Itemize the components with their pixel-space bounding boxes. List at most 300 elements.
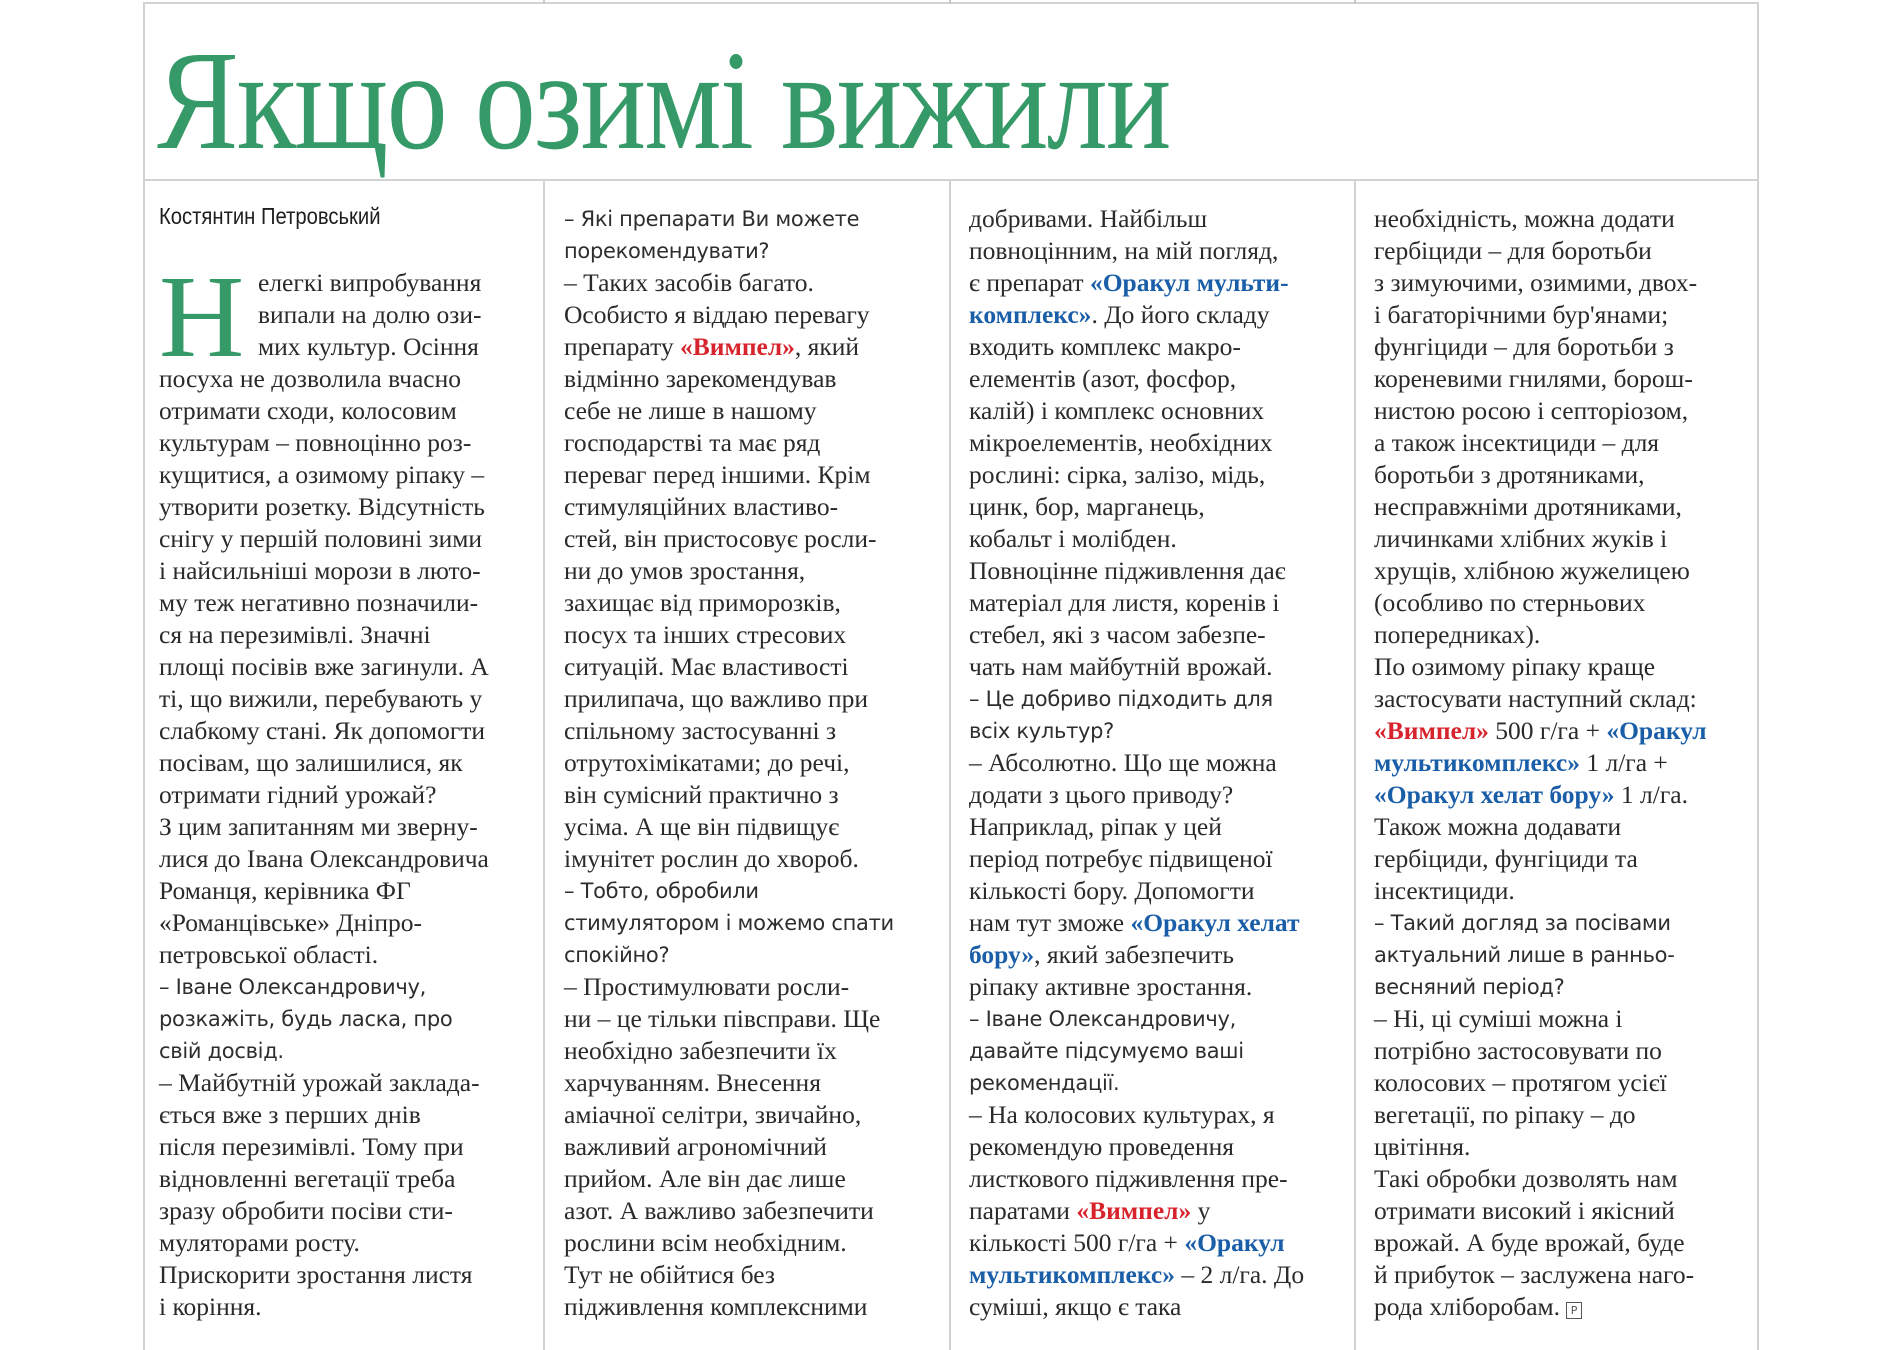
text-span: рекомендації. (969, 1071, 1120, 1095)
text-line (1374, 331, 1754, 363)
text-span: свій досвід. (159, 1039, 284, 1063)
text-line (159, 491, 539, 523)
text-span: рода хліборобам. (1374, 1292, 1561, 1321)
text-line (1374, 1195, 1754, 1227)
text-span: . До його складу (1091, 300, 1270, 329)
column-tick (949, 0, 951, 4)
text-line (969, 555, 1349, 587)
text-line (1374, 1099, 1754, 1131)
text-line (969, 235, 1349, 267)
text-line (564, 1131, 944, 1163)
title-rule (143, 179, 1758, 181)
text-span: усіма. А ще він підвищує (564, 812, 840, 841)
text-line (564, 427, 944, 459)
text-span: 1 л/га + (1579, 748, 1668, 777)
text-line (1374, 1131, 1754, 1163)
text-span: матеріал для листя, коренів і (969, 588, 1280, 617)
text-span: посух та інших стресових (564, 620, 847, 649)
end-of-article-icon: P (1566, 1302, 1582, 1319)
text-span: інсектициди. (1374, 876, 1515, 905)
text-line (969, 619, 1349, 651)
text-span: – Іване Олександровичу, (969, 1007, 1236, 1031)
question-line (564, 203, 944, 235)
question-line (159, 971, 539, 1003)
text-line (159, 427, 539, 459)
text-span: З цим запитанням ми зверну- (159, 812, 478, 841)
text-line (1374, 459, 1754, 491)
text-span: стей, він пристосовує росли- (564, 524, 877, 553)
text-span: входить комплекс макро- (969, 332, 1241, 361)
text-span: відновленні вегетації треба (159, 1164, 456, 1193)
question-line (564, 939, 944, 971)
text-span: період потребує підвищеної (969, 844, 1273, 873)
product-name: комплекс» (969, 300, 1092, 329)
text-line (1374, 363, 1754, 395)
text-line (969, 299, 1349, 331)
text-line (564, 779, 944, 811)
product-name: «Вимпел» (680, 332, 795, 361)
text-line (969, 459, 1349, 491)
text-line (1374, 747, 1754, 779)
text-span: азот. А важливо забезпечити (564, 1196, 874, 1225)
text-line (564, 811, 944, 843)
text-line (969, 1291, 1349, 1323)
text-span: культурам – повноцінно роз- (159, 428, 472, 457)
text-line (969, 875, 1349, 907)
left-border (143, 2, 145, 1350)
product-name: «Оракул хелат (1130, 908, 1300, 937)
article-title: Якщо озимі вижили (157, 21, 1170, 179)
text-span: мих культур. Осіння (258, 332, 479, 361)
text-line (1374, 523, 1754, 555)
text-span: гербіциди, фунгіциди та (1374, 844, 1638, 873)
text-line (1374, 555, 1754, 587)
text-line (159, 523, 539, 555)
text-line (159, 395, 539, 427)
text-line (564, 747, 944, 779)
text-span: (особливо по стерньових (1374, 588, 1646, 617)
text-line (564, 651, 944, 683)
question-line (1374, 939, 1754, 971)
text-span: підживлення комплексними (564, 1292, 868, 1321)
text-span: прилипача, що важливо при (564, 684, 869, 713)
text-line (1374, 779, 1754, 811)
text-span: кобальт і молібден. (969, 524, 1177, 553)
text-span: мікроелементів, необхідних (969, 428, 1273, 457)
text-line (159, 555, 539, 587)
text-span: важливий агрономічний (564, 1132, 827, 1161)
column-text (564, 203, 944, 1323)
text-span: й прибуток – заслужена наго- (1374, 1260, 1695, 1289)
text-span: і найсильніші морози в люто- (159, 556, 481, 585)
text-span: – Таких засобів багато. (564, 268, 814, 297)
text-span: посуха не дозволила вчасно (159, 364, 462, 393)
text-line (1374, 203, 1754, 235)
text-span: ситуацій. Має властивості (564, 652, 849, 681)
text-line (1374, 715, 1754, 747)
text-span: переваг перед іншими. Крім (564, 460, 871, 489)
text-line (159, 1259, 539, 1291)
text-span: Наприклад, ріпак у цей (969, 812, 1222, 841)
text-line (159, 619, 539, 651)
text-span: фунгіциди – для боротьби з (1374, 332, 1674, 361)
text-span: елементів (азот, фосфор, (969, 364, 1237, 393)
text-line (159, 779, 539, 811)
text-span: стимулятором і можемо спати (564, 911, 894, 935)
text-span: рекомендую проведення (969, 1132, 1235, 1161)
product-name: «Оракул (1606, 716, 1707, 745)
text-line (564, 1003, 944, 1035)
text-span: ється вже з перших днів (159, 1100, 421, 1129)
product-name: «Вимпел» (1374, 716, 1489, 745)
text-span: повноцінним, на мій погляд, (969, 236, 1279, 265)
author-byline: Костянтин Петровський (159, 203, 381, 229)
text-line (1374, 395, 1754, 427)
text-span: Тут не обійтися без (564, 1260, 775, 1289)
text-line (564, 299, 944, 331)
text-span: кущитися, а озимому ріпаку – (159, 460, 485, 489)
text-line (564, 1035, 944, 1067)
text-span: Такі обробки дозволять нам (1374, 1164, 1678, 1193)
text-span: препарату (564, 332, 681, 361)
text-line (564, 459, 944, 491)
text-line (564, 971, 944, 1003)
text-span: муляторами росту. (159, 1228, 360, 1257)
text-span: снігу у першій половині зими (159, 524, 483, 553)
text-span: паратами (969, 1196, 1077, 1225)
text-span: і коріння. (159, 1292, 262, 1321)
text-span: застосувати наступний склад: (1374, 684, 1697, 713)
text-span: себе не лише в нашому (564, 396, 817, 425)
text-span: чать нам майбутній врожай. (969, 652, 1273, 681)
text-span: нам тут зможе (969, 908, 1131, 937)
text-span: площі посівів вже загинули. А (159, 652, 489, 681)
text-line (969, 395, 1349, 427)
text-span: він сумісний практично з (564, 780, 839, 809)
text-line (564, 555, 944, 587)
text-span: кількості 500 г/га + (969, 1228, 1185, 1257)
product-name: «Оракул (1184, 1228, 1285, 1257)
question-line (564, 235, 944, 267)
text-span: отримати гідний урожай? (159, 780, 437, 809)
text-span: господарстві та має ряд (564, 428, 821, 457)
product-name: бору» (969, 940, 1035, 969)
article-column-1 (159, 200, 539, 1323)
product-name: «Вимпел» (1076, 1196, 1192, 1225)
text-span: харчуванням. Внесення (564, 1068, 821, 1097)
text-line (1374, 1067, 1754, 1099)
text-line (1374, 1227, 1754, 1259)
drop-cap: Н (159, 251, 245, 382)
text-line (969, 1131, 1349, 1163)
text-span: спільному застосуванні з (564, 716, 837, 745)
text-span: 1 л/га. (1614, 780, 1688, 809)
text-line (1374, 235, 1754, 267)
column-text (969, 203, 1349, 1323)
text-span: листкового підживлення пре- (969, 1164, 1288, 1193)
text-line (159, 939, 539, 971)
text-line (969, 1259, 1349, 1291)
text-span: відмінно зарекомендував (564, 364, 837, 393)
text-span: «Романцівське» Дніпро- (159, 908, 423, 937)
text-line (969, 427, 1349, 459)
text-line (969, 907, 1349, 939)
text-line (159, 1067, 539, 1099)
column-tick (1354, 0, 1356, 4)
text-line (564, 1291, 944, 1323)
text-span: ни до умов зростання, (564, 556, 806, 585)
text-line (159, 811, 539, 843)
text-line (159, 1163, 539, 1195)
text-line (564, 715, 944, 747)
text-line (969, 1195, 1349, 1227)
text-line (969, 491, 1349, 523)
text-span: – Які препарати Ви можете (564, 207, 860, 231)
question-line (1374, 907, 1754, 939)
text-line (159, 1227, 539, 1259)
text-line (1374, 811, 1754, 843)
column-divider (543, 180, 545, 1350)
right-border (1757, 2, 1759, 1350)
text-line (1374, 619, 1754, 651)
text-line (564, 843, 944, 875)
product-name: «Оракул хелат бору» (1374, 780, 1615, 809)
text-line (969, 1163, 1349, 1195)
text-span: імунітет рослин до хвороб. (564, 844, 859, 873)
product-name: мультикомплекс» (969, 1260, 1175, 1289)
text-span: рослини всім необхідним. (564, 1228, 847, 1257)
text-line (564, 395, 944, 427)
text-line (1374, 683, 1754, 715)
text-line (1374, 427, 1754, 459)
text-line (969, 651, 1349, 683)
text-span: личинками хлібних жуків і (1374, 524, 1668, 553)
text-line (564, 1067, 944, 1099)
text-span: нистою росою і септоріозом, (1374, 396, 1689, 425)
text-span: потрібно застосовувати по (1374, 1036, 1662, 1065)
text-line (564, 1195, 944, 1227)
text-line (1374, 1259, 1754, 1291)
text-line (159, 459, 539, 491)
text-span: – Простимулювати росли- (564, 972, 850, 1001)
text-line (1374, 1291, 1754, 1323)
text-line (1374, 1003, 1754, 1035)
text-span: прийом. Але він дає лише (564, 1164, 846, 1193)
text-line (969, 1227, 1349, 1259)
text-line (969, 331, 1349, 363)
text-span: суміші, якщо є така (969, 1292, 1182, 1321)
text-line (159, 747, 539, 779)
text-line (159, 907, 539, 939)
text-line (1374, 587, 1754, 619)
text-span: ті, що вижили, перебувають у (159, 684, 483, 713)
text-span: лися до Івана Олександровича (159, 844, 489, 873)
text-span: необхідність, можна додати (1374, 204, 1675, 233)
text-span: слабкому стані. Як допомогти (159, 716, 486, 745)
text-span: кореневими гнилями, борош- (1374, 364, 1693, 393)
text-span: елегкі випробування (258, 268, 482, 297)
text-span: – На колосових культурах, я (969, 1100, 1275, 1129)
text-span: 500 г/га + (1488, 716, 1607, 745)
text-span: Романця, керівника ФГ (159, 876, 411, 905)
text-line (969, 363, 1349, 395)
text-line (159, 843, 539, 875)
question-line (969, 715, 1349, 747)
text-span: всіх культур? (969, 719, 1115, 743)
text-span: порекомендувати? (564, 239, 770, 263)
text-line (564, 619, 944, 651)
text-span: цинк, бор, марганець, (969, 492, 1205, 521)
text-line (969, 523, 1349, 555)
text-line (564, 1099, 944, 1131)
text-span: му теж негативно позначили- (159, 588, 479, 617)
text-line (159, 1099, 539, 1131)
text-span: посівам, що залишилися, як (159, 748, 463, 777)
text-span: отримати сходи, колосовим (159, 396, 457, 425)
text-span: необхідно забезпечити їх (564, 1036, 837, 1065)
question-line (564, 907, 944, 939)
text-span: цвітіння. (1374, 1132, 1471, 1161)
question-line (969, 1035, 1349, 1067)
text-span: вегетації, по ріпаку – до (1374, 1100, 1636, 1129)
text-line (969, 971, 1349, 1003)
text-span: хрущів, хлібною жужелицею (1374, 556, 1690, 585)
text-span: , який (794, 332, 860, 361)
text-line (159, 1195, 539, 1227)
question-line (1374, 971, 1754, 1003)
text-line (969, 811, 1349, 843)
text-line (1374, 875, 1754, 907)
text-span: гербіциди – для боротьби (1374, 236, 1652, 265)
text-line (1374, 1163, 1754, 1195)
text-span: – Такий догляд за посівами (1374, 911, 1671, 935)
question-line (969, 1067, 1349, 1099)
text-span: – Абсолютно. Що ще можна (969, 748, 1277, 777)
column-divider (949, 180, 951, 1350)
text-line (969, 939, 1349, 971)
article-column-3 (969, 203, 1349, 1323)
question-line (969, 683, 1349, 715)
text-line (1374, 651, 1754, 683)
text-span: розкажіть, будь ласка, про (159, 1007, 453, 1031)
text-span: колосових – протягом усієї (1374, 1068, 1667, 1097)
text-span: ся на перезимівлі. Значні (159, 620, 431, 649)
question-line (159, 1035, 539, 1067)
text-span: , який забезпечить (1034, 940, 1234, 969)
question-line (969, 1003, 1349, 1035)
text-span: додати з цього приводу? (969, 780, 1234, 809)
text-line (969, 779, 1349, 811)
text-span: давайте підсумуємо ваші (969, 1039, 1244, 1063)
text-line (159, 587, 539, 619)
text-line (564, 587, 944, 619)
text-span: Особисто я віддаю перевагу (564, 300, 870, 329)
text-span: – Майбутній урожай заклада- (159, 1068, 480, 1097)
text-span: добривами. Найбільш (969, 204, 1208, 233)
text-span: – Іване Олександровичу, (159, 975, 426, 999)
column-tick (543, 0, 545, 4)
text-span: з зимуючими, озимими, двох- (1374, 268, 1698, 297)
text-span: утворити розетку. Відсутність (159, 492, 485, 521)
article-column-4 (1374, 203, 1754, 1323)
text-span: боротьби з дротяниками, (1374, 460, 1645, 489)
text-line (159, 875, 539, 907)
article-column-2 (564, 203, 944, 1323)
text-line (969, 203, 1349, 235)
text-line (564, 1259, 944, 1291)
text-line (969, 747, 1349, 779)
text-line (969, 267, 1349, 299)
text-span: а також інсектициди – для (1374, 428, 1660, 457)
column-text (1374, 203, 1754, 1323)
text-span: і багаторічними бур'янами; (1374, 300, 1669, 329)
text-line (1374, 491, 1754, 523)
text-span: весняний період? (1374, 975, 1565, 999)
text-line (564, 1227, 944, 1259)
text-span: актуальний лише в ранньо- (1374, 943, 1675, 967)
text-line (564, 491, 944, 523)
text-line (564, 523, 944, 555)
text-span: попередниках). (1374, 620, 1541, 649)
text-line (564, 683, 944, 715)
text-span: несправжніми дротяниками, (1374, 492, 1682, 521)
text-line (969, 843, 1349, 875)
text-line (159, 1291, 539, 1323)
text-span: стебел, які з часом забезпе- (969, 620, 1266, 649)
text-span: отримати високий і якісний (1374, 1196, 1675, 1225)
text-span: є препарат (969, 268, 1090, 297)
text-line (969, 587, 1349, 619)
text-span: стимуляційних властиво- (564, 492, 839, 521)
text-line (1374, 267, 1754, 299)
text-span: калій) і комплекс основних (969, 396, 1265, 425)
text-line (564, 363, 944, 395)
text-span: у (1191, 1196, 1211, 1225)
text-span: – Це добриво підходить для (969, 687, 1273, 711)
text-span: спокійно? (564, 943, 670, 967)
text-span: петровської області. (159, 940, 379, 969)
text-span: випали на долю ози- (258, 300, 482, 329)
question-line (564, 875, 944, 907)
text-span: ни – це тільки півсправи. Ще (564, 1004, 881, 1033)
column-divider (1354, 180, 1356, 1350)
product-name: «Оракул мульти- (1089, 268, 1289, 297)
text-line (564, 1163, 944, 1195)
text-span: Прискорити зростання листя (159, 1260, 473, 1289)
text-span: рослині: сірка, залізо, мідь, (969, 460, 1266, 489)
text-line (159, 715, 539, 747)
text-span: аміачної селітри, звичайно, (564, 1100, 862, 1129)
question-line (159, 1003, 539, 1035)
text-line (1374, 843, 1754, 875)
text-span: – Ні, ці суміші можна і (1374, 1004, 1623, 1033)
text-line (969, 1099, 1349, 1131)
text-line (159, 651, 539, 683)
text-line (564, 267, 944, 299)
text-span: після перезимівлі. Тому при (159, 1132, 464, 1161)
text-span: отрутохімікатами; до речі, (564, 748, 850, 777)
text-line (1374, 299, 1754, 331)
text-line (159, 1131, 539, 1163)
text-line (1374, 1035, 1754, 1067)
text-span: Повноцінне підживлення дає (969, 556, 1286, 585)
text-span: зразу обробити посіви сти- (159, 1196, 453, 1225)
product-name: мультикомплекс» (1374, 748, 1580, 777)
text-span: – Тобто, обробили (564, 879, 759, 903)
text-line (564, 331, 944, 363)
text-line (159, 683, 539, 715)
text-span: ріпаку активне зростання. (969, 972, 1253, 1001)
